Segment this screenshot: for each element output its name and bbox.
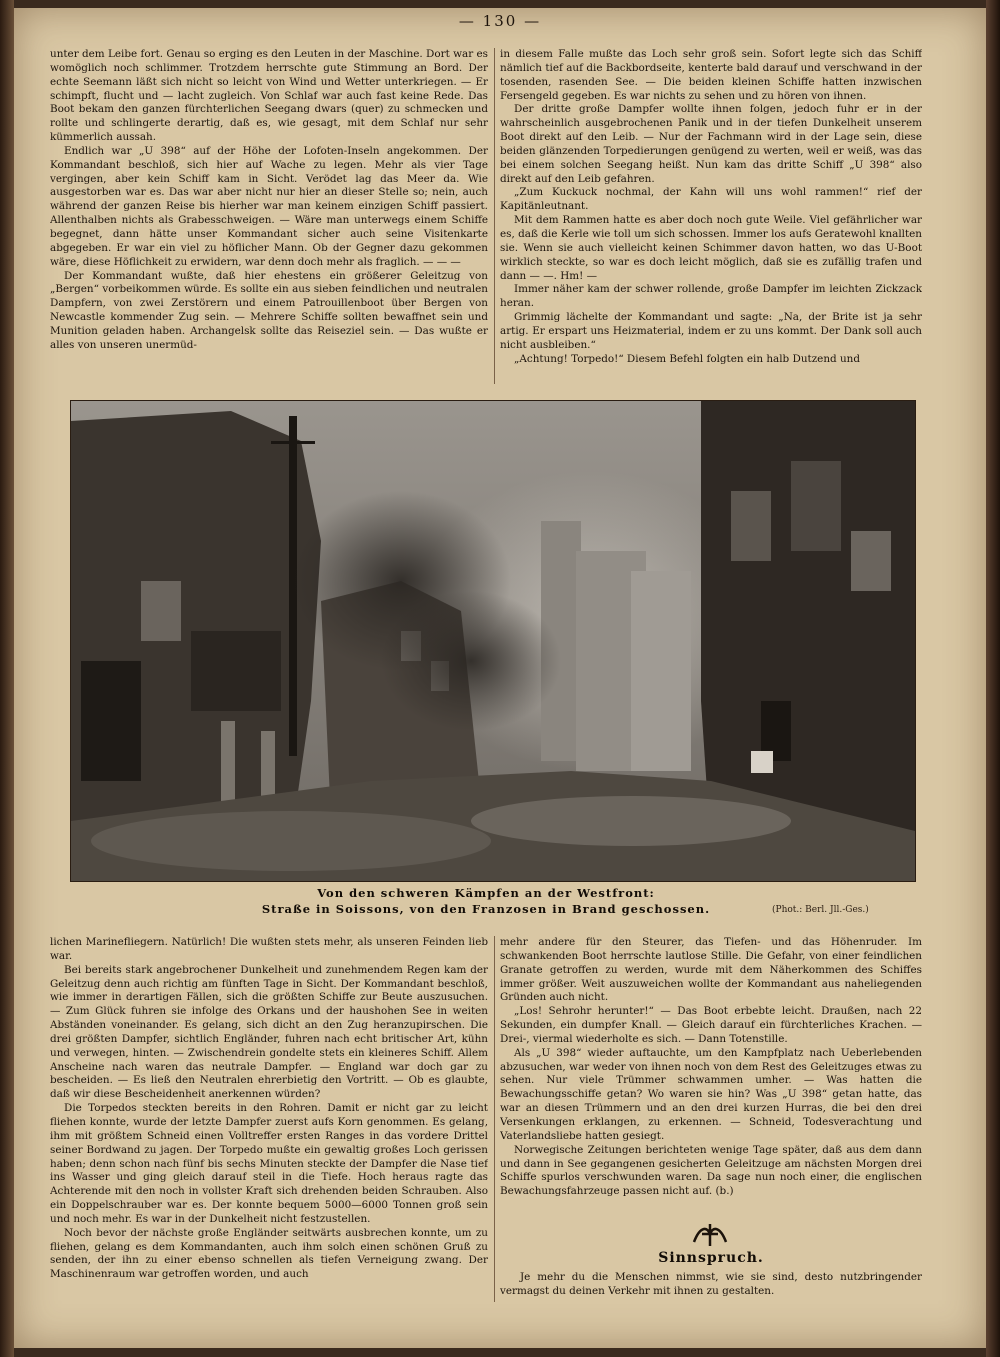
text-column-2 [500,48,922,386]
paragraph: Der dritte große Dampfer wollte ihnen folgen, jedoch fuhr er in der wahrscheinlich ausgebrochenen Panik und in der tiefen Dunkelheit unserem Boot direkt auf den Leib. — Nur der Fachmann wird in der Lage sein, diese beiden glänzenden Torpedierungen genügend zu werten, weil er weiß, was das bei einem solchen Seegang heißt. Nun kam das dritte Schiff „U 398“ also direkt auf den Leib gefahren. [500,103,922,185]
photo-credit: (Phot.: Berl. Jll.-Ges.) [772,905,869,915]
paragraph: „Zum Kuckuck nochmal, der Kahn will uns wohl rammen!“ rief der Kapitänleutnant. [500,186,922,213]
page-number: — 130 — [458,12,542,30]
photo-caption-line-2: Straße in Soissons, von den Franzosen in Brand geschossen. [261,902,711,916]
paragraph: Die Torpedos steckten bereits in den Rohren. Damit er nicht gar zu leicht fliehen konnte, wurde der letzte Dampfer zuerst aufs Korn genommen. Es gelang, ihm mit größtem Schneid einen Volltreffer ersten Ranges in das vordere Drittel seiner Bordwand zu jagen. Der Torpedo mußte ein gewaltig großes Loch gerissen haben; denn schon nach fünf bis sechs Minuten steckte der Dampfer die Nase tief ins Wasser und ging gleich darauf steil in die Tiefe. Hoch heraus ragte das Achterende mit den noch in vollster Kraft sich drehenden beiden Schrauben. Also ein Doppelschrauber war es. Der konnte bequem 5000—6000 Tonnen groß sein und noch mehr. Es war in der Dunkelheit nicht festzustellen. [50,1102,488,1225]
paragraph: Als „U 398“ wieder auftauchte, um den Kampfplatz nach Ueberlebenden abzusuchen, war weder von ihnen noch von dem Rest des Geleitzuges etwas zu sehen. Nur viele Trümmer schwammen umher. — Was hatten die Bewachungsschiffe getan? Wo waren sie hin? Was „U 398“ getan hatte, das war an diesen Trümmern und an den drei kurzen Hurras, die bei den drei Versenkungen erklangen, zu erkennen. — Schneid, Todesverachtung und Vaterlandsliebe hatten gesiegt. [500,1046,922,1142]
binding-edge-left [0,0,14,1357]
paragraph: Noch bevor der nächste große Engländer seitwärts ausbrechen konnte, um zu fliehen, gelang es dem Kommandanten, auch ihm solch einen schönen Gruß zu senden, der ihn zu einer ebenso schnellen als tiefen Verneigung zwang. Der Maschinenraum war getroffen worden, und auch [50,1226,488,1281]
photo-illustration [71,401,915,881]
paragraph: in diesem Falle mußte das Loch sehr groß sein. Sofort legte sich das Schiff nämlich tief auf die Backbordseite, kenterte bald darauf und verschwand in der tosenden, rasenden See. — Die beiden kleinen Schiffe hatten inzwischen Fersengeld gegeben. Es war nichts zu sehen und zu hören von ihnen. [500,48,922,102]
paragraph: Norwegische Zeitungen berichteten wenige Tage später, daß aus dem dann und dann in See gegangenen gesicherten Geleitzuge am nächsten Morgen drei Schiffe spurlos verschwunden waren. Da sage nun noch einer, die englischen Bewachungsfahrzeuge passen nicht auf. (b.) [500,1143,922,1198]
paragraph: Endlich war „U 398“ auf der Höhe der Lofoten-Inseln angekommen. Der Kommandant beschloß, sich hier auf Wache zu legen. Mehr als vier Tage vergingen, aber kein Schiff kam in Sicht. Verödet lag das Meer da. Wie ausgestorben war es. Das war aber nicht nur hier an dieser Stelle so; nein, auch während der ganzen Reise bis hierher war man keinem einzigen Schiff passiert. Allenthalben nichts als Grabesschweigen. — Wäre man unterwegs einem Schiffe begegnet, dann hätte unser Kommandant sicher auch seine Visitenkarte abgegeben. Er war ein viel zu höflicher Mann. Ob der Gegner dazu gekommen wäre, diese Höflichkeit zu erwidern, war denn doch mehr als fraglich. — — — [50,144,488,268]
paragraph: „Achtung! Torpedo!“ Diesem Befehl folgten ein halb Dutzend und [514,352,861,365]
paragraph: lichen Marinefliegern. Natürlich! Die wußten stets mehr, als unseren Feinden lieb war. [50,936,488,962]
sinnspruch-title: Sinnspruch. [658,1250,764,1266]
paragraph: Bei bereits stark angebrochener Dunkelheit und zunehmendem Regen kam der Geleitzug denn auch richtig am fünften Tage in Sicht. Der Kommandant beschloß, wie immer in derartigen Fällen, sich die größten Schiffe zur Beute auszusuchen. — Zum Glück fuhren sie infolge des Orkans und der haushohen See in weiten Abständen voneinander. Es gelang, sich dicht an den Zug heranzupirschen. Die drei größten Dampfer, sichtlich Engländer, fuhren nach echt britischer Art, kühn und verwegen, hinten. — Zwischendrein gondelte stets ein kleineres Schiff. Allem Anscheine nach waren das neutrale Dampfer. — England war doch gar zu bescheiden. — Es ließ den Neutralen ehrerbietig den Vortritt. — Ob es glaubte, daß wir diese Bescheidenheit anerkennen würden? [50,963,488,1101]
text-column-3 [50,936,488,1302]
text-column-4 [500,936,922,1218]
paragraph: Immer näher kam der schwer rollende, große Dampfer im leichten Zickzack heran. [500,283,922,310]
paragraph: „Los! Sehrohr herunter!“ — Das Boot erbebte leicht. Draußen, nach 22 Sekunden, ein dumpfer Knall. — Gleich darauf ein fürchterliches Krachen. — Drei-, viermal wiederholte es sich. — Dann Totenstille. [500,1005,922,1045]
street-ruins-photo [70,400,916,882]
paragraph: Der Kommandant wußte, daß hier ehestens ein größerer Geleitzug von „Bergen“ vorbeikommen würde. Es sollte ein aus sieben feindlichen und neutralen Dampfern, von zwei Zerstörern und einem Patrouillenboot über Bergen von Newcastle kommender Zug sein. — Mehrere Schiffe sollten bewaffnet sein und Munition geladen haben. Archangelsk sollte das Reiseziel sein. — Das wußte er alles von unseren unermüd- [50,269,488,351]
sinnspruch-text [500,1270,922,1298]
column-rule [494,48,495,384]
paragraph: Grimmig lächelte der Kommandant und sagte: „Na, der Brite ist ja sehr artig. Er erspart uns Heizmaterial, indem er zu uns kommt. Der Dank soll auch nicht ausbleiben.“ [500,311,922,351]
paragraph: unter dem Leibe fort. Genau so erging es den Leuten in der Maschine. Dort war es womöglich noch schlimmer. Trotzdem herrschte gute Stimmung an Bord. Der echte Seemann läßt sich nicht so leicht von Wind und Wetter unterkriegen. — Er schimpft, flucht und — lacht zugleich. Von Schlaf war auch fast keine Rede. Das Boot bekam den ganzen fürchterlichen Seegang dwars (quer) zu schmecken und rollte und schlingerte derartig, daß es, wie gesagt, mit dem Schlaf nur sehr kümmerlich aussah. [50,48,488,144]
paragraph: Je mehr du die Menschen nimmst, wie sie sind, desto nutzbringender vermagst du deinen Verkehr mit ihnen zu gestalten. [500,1271,922,1297]
column-rule [494,936,495,1302]
paragraph: Mit dem Rammen hatte es aber doch noch gute Weile. Viel gefährlicher war es, daß die Kerle wie toll um sich schossen. Immer los aufs Geratewohl knallten sie. Wenn sie auch vielleicht keinen Schimmer davon hatten, wo das U-Boot wirklich steckte, so war es doch leicht möglich, daß sie es zufällig trafen und dann — —. Hm! — [500,214,922,282]
ornament-icon [690,1220,730,1250]
photo-caption-line-1: Von den schweren Kämpfen an der Westfront: [317,886,655,900]
binding-edge-right [986,0,1000,1357]
text-column-1 [50,48,488,386]
paragraph: mehr andere für den Steurer, das Tiefen- und das Höhenruder. Im schwankenden Boot herrschte lautlose Stille. Die Gefahr, von einer feindlichen Granate getroffen zu werden, wurde mit dem Näherkommen des Schiffes immer größer. Weit auszuweichen wollte der Kommandant aus naheliegenden Gründen auch nicht. [500,936,922,1004]
